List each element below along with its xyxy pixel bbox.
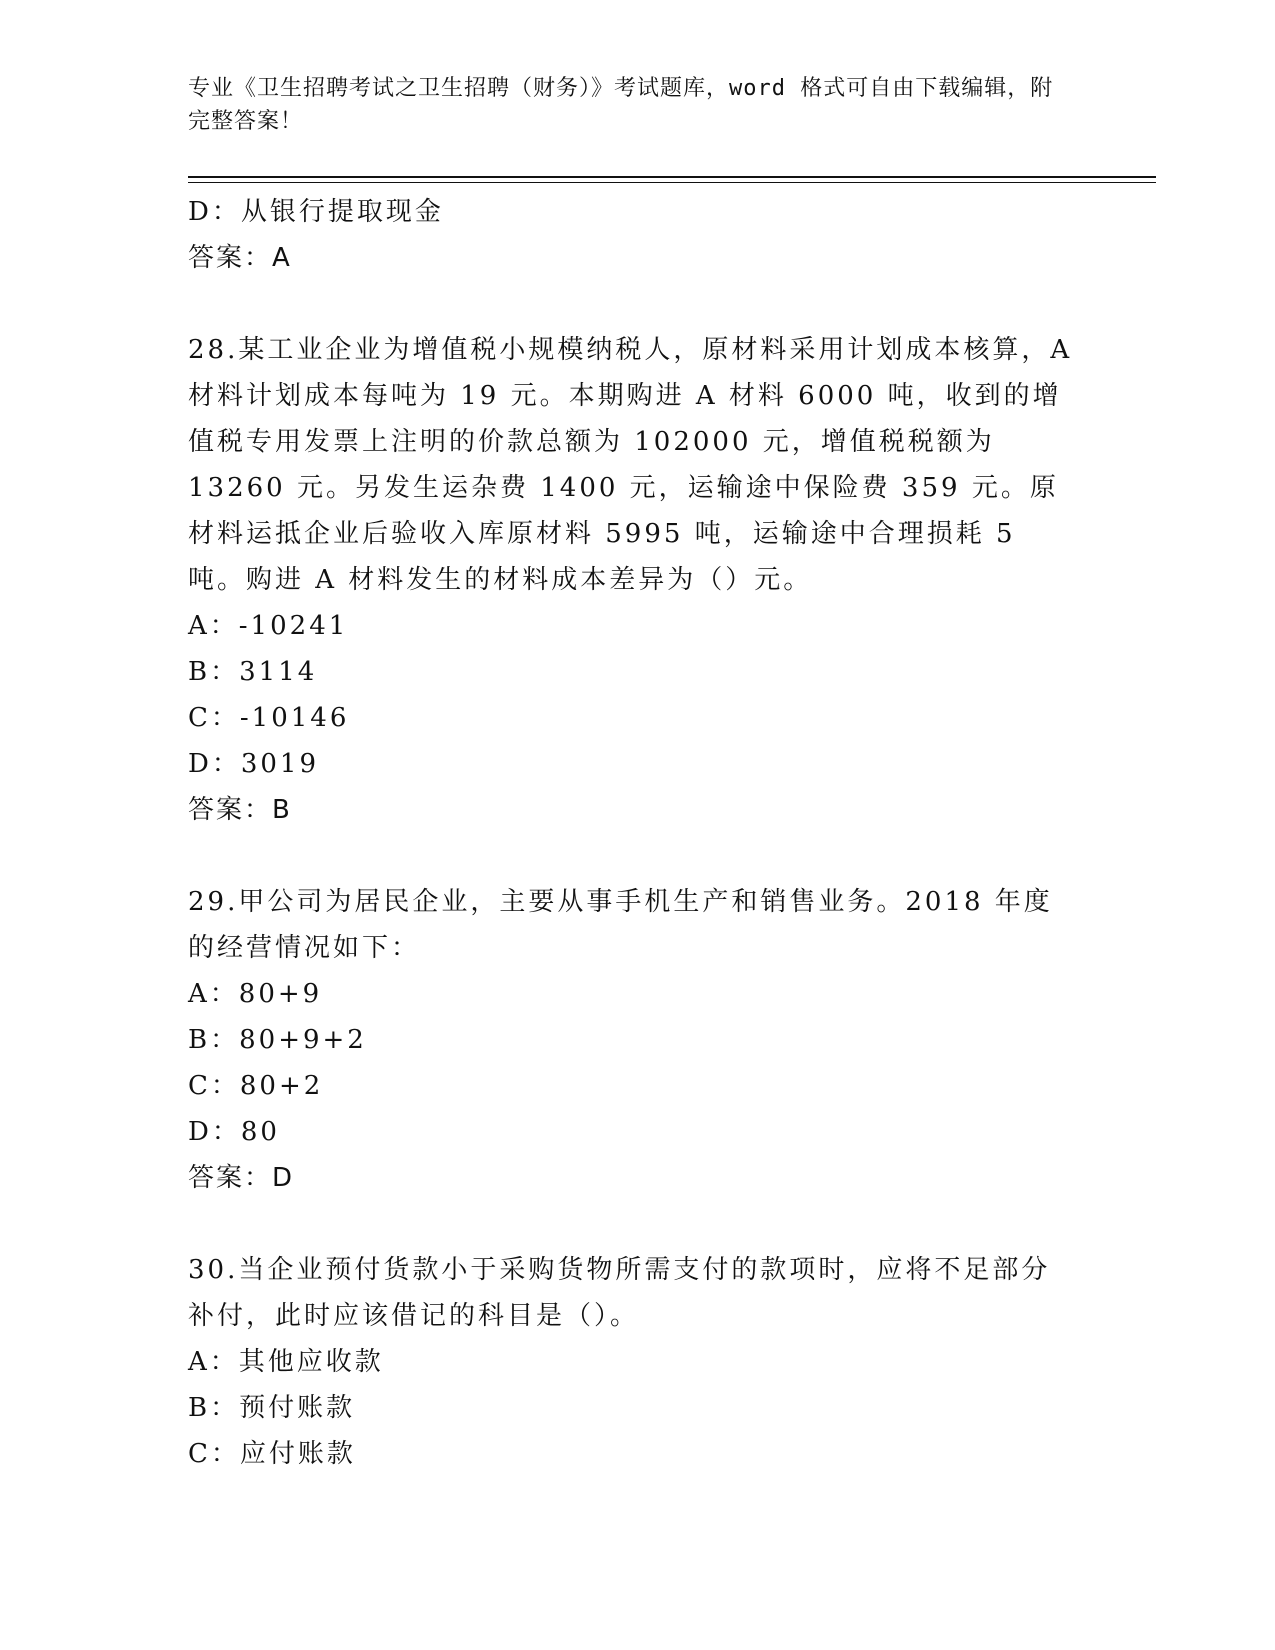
option-b: B：80+9+2	[188, 1025, 367, 1055]
option-a: A：-10241	[188, 611, 349, 641]
question-text	[188, 879, 1078, 971]
question-body: 甲公司为居民企业，主要从事手机生产和销售业务。2018 年度的经营情况如下：	[188, 887, 1053, 963]
option-d: D：从银行提取现金	[188, 197, 444, 227]
question-29	[188, 879, 1088, 1201]
option-c: C：-10146	[188, 703, 350, 733]
option-d: D：3019	[188, 749, 320, 779]
option-d: D：80	[188, 1117, 280, 1147]
answer-label: 答案：B	[188, 795, 292, 825]
option-a: A：80+9	[188, 979, 323, 1009]
option-c: C：80+2	[188, 1071, 324, 1101]
option-b: B：预付账款	[188, 1393, 356, 1423]
answer-label: 答案：D	[188, 1163, 295, 1193]
option-b: B：3114	[188, 657, 318, 687]
question-text	[188, 327, 1078, 603]
spacer	[188, 833, 1088, 879]
question-number: 28.	[188, 335, 239, 365]
question-28	[188, 327, 1088, 833]
option-a: A：其他应收款	[188, 1347, 384, 1377]
spacer	[188, 1201, 1088, 1247]
question-content	[188, 189, 1088, 1477]
question-30	[188, 1247, 1088, 1477]
option-c: C：应付账款	[188, 1439, 356, 1469]
header-rule-thick	[188, 176, 1156, 178]
question-number: 29.	[188, 887, 239, 917]
question-number: 30.	[188, 1255, 239, 1285]
question-body: 某工业企业为增值税小规模纳税人，原材料采用计划成本核算，A 材料计划成本每吨为 19 元。本期购进 A 材料 6000 吨，收到的增值税专用发票上注明的价款总额为 102000 元，增值税税额为 13260 元。另发生运杂费 1400 元，运输途中保险费 359 元。原材料运抵企业后验收入库原材料 5995 吨，运输途中合理损耗 5 吨。购进 A 材料发生的材料成本差异为（）元。	[188, 335, 1073, 595]
spacer	[188, 281, 1088, 327]
answer-label: 答案：A	[188, 243, 292, 273]
header-rule-thin	[188, 182, 1156, 183]
question-body: 当企业预付货款小于采购货物所需支付的款项时，应将不足部分补付，此时应该借记的科目是（）。	[188, 1255, 1051, 1331]
document-header: 专业《卫生招聘考试之卫生招聘（财务）》考试题库，word 格式可自由下载编辑，附完整答案！	[188, 76, 1054, 134]
question-text	[188, 1247, 1078, 1339]
